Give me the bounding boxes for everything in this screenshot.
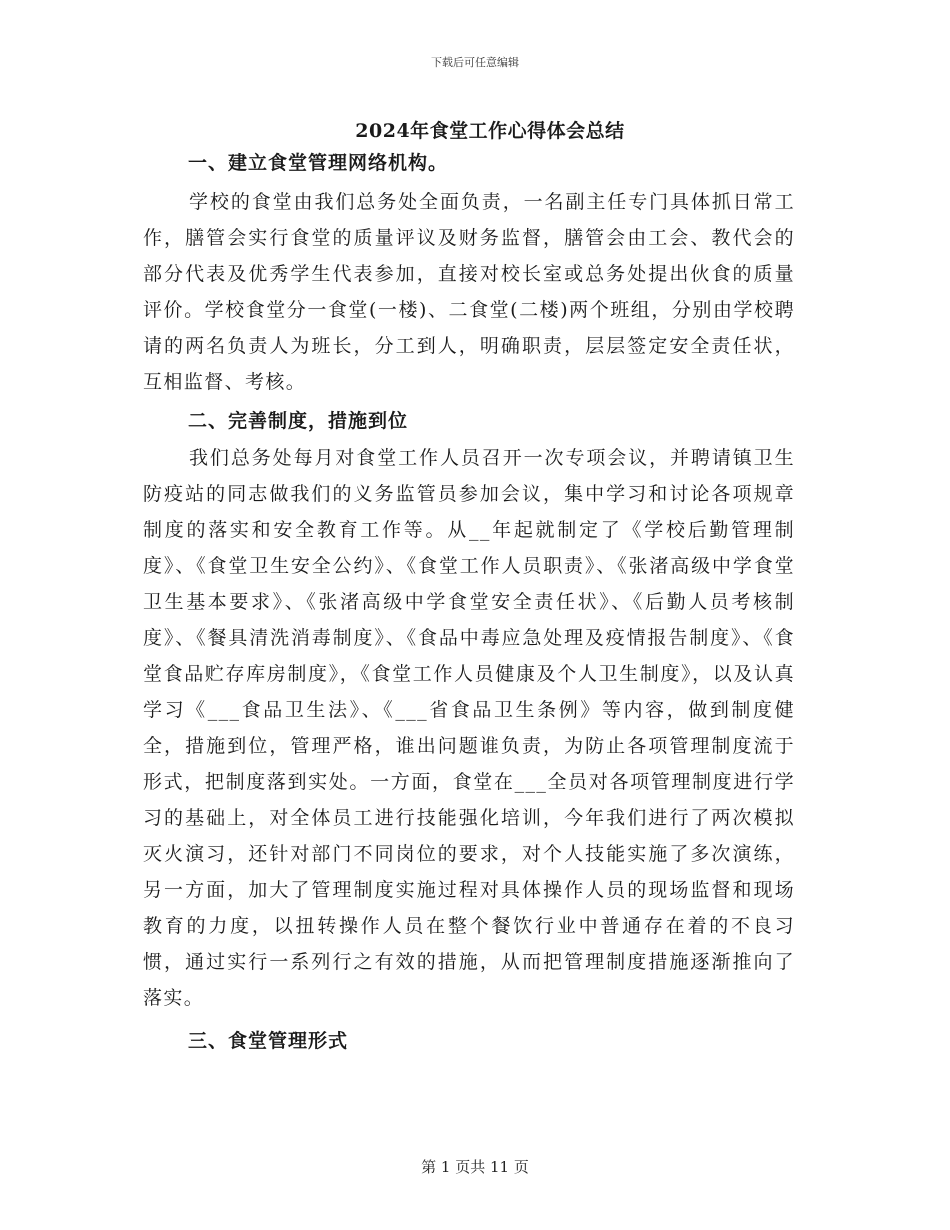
section-paragraph-2: 我们总务处每月对食堂工作人员召开一次专项会议，并聘请镇卫生防疫站的同志做我们的义务监管员参加会议，集中学习和讨论各项规章制度的落实和安全教育工作等。从__年起就制定了《学校后勤管理制度》、《食堂卫生安全公约》、《食堂工作人员职责》、《张渚高级中学食堂卫生基本要求》、《张渚高级中学食堂安全责任状》、《后勤人员考核制度》、《餐具清洗消毒制度》、《食品中毒应急处理及疫情报告制度》、《食堂食品贮存库房制度》，《食堂工作人员健康及个人卫生制度》，以及认真学习《___食品卫生法》、《___省食品卫生条例》等内容，做到制度健全，措施到位，管理严格，谁出问题谁负责，为防止各项管理制度流于形式，把制度落到实处。一方面，食堂在___全员对各项管理制度进行学习的基础上，对全体员工进行技能强化培训，今年我们进行了两次模拟灭火演习，还针对部门不同岗位的要求，对个人技能实施了多次演练，另一方面，加大了管理制度实施过程对具体操作人员的现场监督和现场教育的力度，以扭转操作人员在整个餐饮行业中普通存在着的不良习惯，通过实行一系列行之有效的措施，从而把管理制度措施逐渐推向了落实。 bbox=[143, 447, 795, 1009]
section-heading-1: 一、建立食堂管理网络机构。 bbox=[188, 152, 449, 174]
document-title: 2024年食堂工作心得体会总结 bbox=[355, 120, 625, 142]
page-number-footer: 第 1 页共 11 页 bbox=[421, 1158, 529, 1176]
section-paragraph-1: 学校的食堂由我们总务处全面负责，一名副主任专门具体抓日常工作，膳管会实行食堂的质量评议及财务监督，膳管会由工会、教代会的部分代表及优秀学生代表参加，直接对校长室或总务处提出伙食的质量评价。学校食堂分一食堂(一楼)、二食堂(二楼)两个班组，分别由学校聘请的两名负责人为班长，分工到人，明确职责，层层签定安全责任状，互相监督、考核。 bbox=[143, 191, 795, 393]
section-heading-2: 二、完善制度，措施到位 bbox=[188, 410, 409, 432]
document-body bbox=[143, 146, 795, 1058]
page-header-note: 下载后可任意编辑 bbox=[431, 56, 519, 69]
section-heading-3: 三、食堂管理形式 bbox=[188, 1030, 349, 1052]
